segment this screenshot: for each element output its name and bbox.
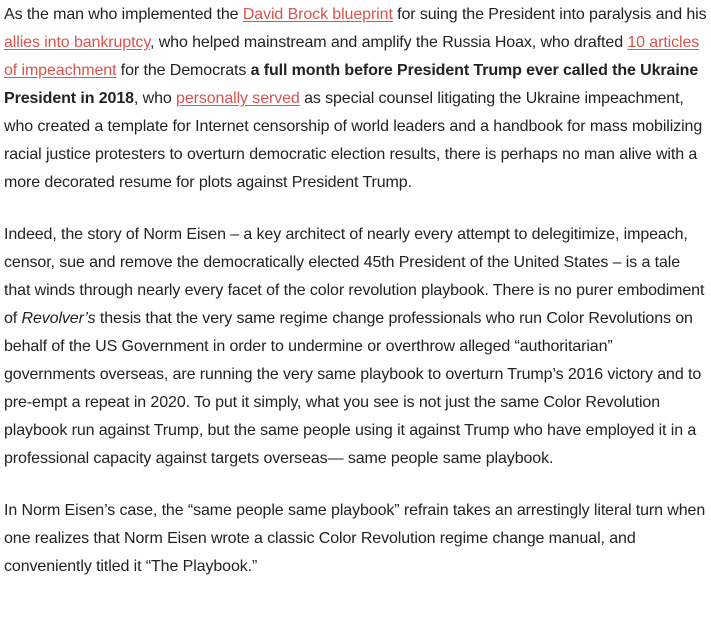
p1-text-2: for suing the President into paralysis and his bbox=[392, 6, 707, 23]
paragraph-2 bbox=[4, 221, 708, 473]
link-10-articles-of-impeachment[interactable]: 10 articles of impeachment bbox=[4, 34, 700, 79]
link-david-brock-blueprint[interactable]: David Brock blueprint bbox=[242, 6, 393, 23]
p1-text-6: as special counsel litigating the Ukraine impeachment, who created a template for Internet censorship of world leaders and a handbook for mass mobilizing racial justice protesters to overturn democratic election results, there is perhaps no man alive with a more decorated resume for plots against President Trump. bbox=[4, 90, 703, 191]
p1-text-3: , who helped mainstream and amplify the Russia Hoax, who drafted bbox=[150, 34, 628, 51]
p3-text-1: In Norm Eisen’s case, the “same people same playbook” refrain takes an arrestingly literal turn when one realizes that Norm Eisen wrote a classic Color Revolution regime change manual, and conveniently titled it “The Playbook.” bbox=[4, 502, 706, 575]
p2-text-2: thesis that the very same regime change professionals who run Color Revolutions on behalf of the US Government in order to undermine or overthrow alleged “authoritarian” governments overseas, are running the very same playbook to overturn Trump’s 2016 victory and to pre-empt a repeat in 2020. To put it simply, what you see is not just the same Color Revolution playbook run against Trump, but the same people using it against Trump who have employed it in a professional capacity against targets overseas— same people same playbook. bbox=[4, 310, 702, 467]
p2-text-1: Indeed, the story of Norm Eisen – a key architect of nearly every attempt to delegitimize, impeach, censor, sue and remove the democratically elected 45th President of the United States – is a tale that winds through nearly every facet of the color revolution playbook. There is no purer embodiment of bbox=[4, 226, 705, 327]
p1-text-4: for the Democrats bbox=[116, 62, 251, 79]
link-allies-into-bankruptcy[interactable]: allies into bankruptcy bbox=[4, 34, 151, 51]
link-personally-served[interactable]: personally served bbox=[176, 90, 300, 107]
paragraph-1 bbox=[4, 1, 708, 197]
p1-text-1: As the man who implemented the bbox=[4, 6, 243, 23]
article-body bbox=[4, 0, 708, 605]
p2-italic-text: Revolver’s bbox=[21, 310, 96, 327]
paragraph-3 bbox=[4, 497, 708, 581]
p1-text-5: , who bbox=[133, 90, 177, 107]
p1-bold-text: a full month before President Trump ever called the Ukraine President in 2018 bbox=[4, 62, 699, 107]
